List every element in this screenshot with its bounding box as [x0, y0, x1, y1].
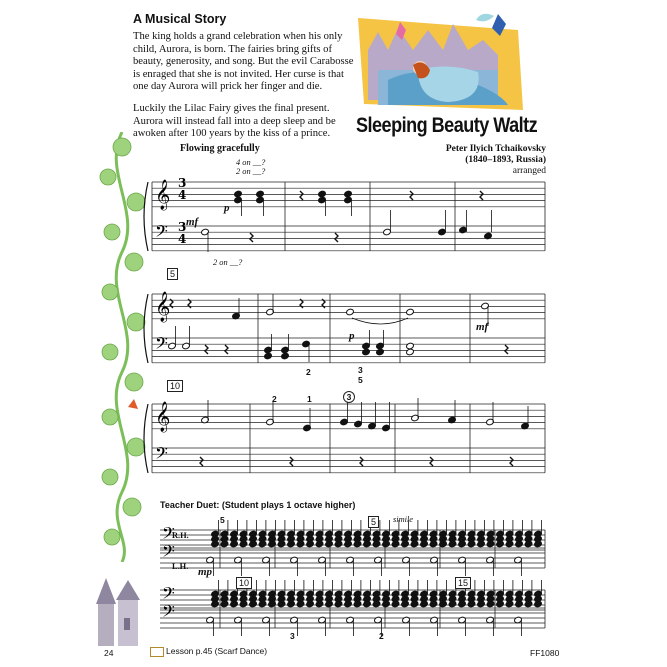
bass-clef: 𝄢 [162, 601, 175, 625]
quarter-rest [335, 233, 338, 242]
bass-clef: 𝄢 [162, 541, 175, 565]
fingering-3-circled: 3 [343, 391, 355, 403]
fingering-3-bass: 3 [358, 365, 363, 375]
note-head [344, 190, 353, 198]
composer-name: Peter Ilyich Tchaikovsky [445, 144, 546, 154]
lesson-reference-text: Lesson p.45 (Scarf Dance) [166, 646, 268, 656]
note-head [318, 190, 327, 198]
fingering-2: 2 [272, 394, 277, 404]
duet-fingering-3: 3 [290, 631, 295, 641]
composer-dates: (1840–1893, Russia) [465, 155, 546, 165]
dynamic-p-2: p [349, 330, 355, 342]
time-signature: 4 [178, 188, 187, 202]
note-head [234, 190, 243, 198]
dynamic-mf: mf [186, 216, 199, 228]
quarter-rest [510, 457, 513, 466]
fingering-1: 1 [307, 394, 312, 404]
fingering-5-bass: 5 [358, 375, 363, 385]
bass-clef: 𝄢 [155, 221, 168, 245]
quarter-rest [200, 457, 203, 466]
brace [144, 182, 148, 251]
treble-clef: 𝄞 [155, 292, 171, 322]
arranged-label: arranged [512, 166, 546, 176]
note-head [362, 348, 371, 356]
finger-question-2-bass: 2 on __? [213, 258, 243, 267]
note-head [264, 352, 273, 360]
duet-measure-10: 10 [236, 577, 252, 589]
duet-fingering-2: 2 [379, 631, 384, 641]
bass-clef: 𝄢 [155, 443, 168, 467]
duet-measure-5: 5 [368, 516, 379, 528]
brace [144, 294, 148, 363]
fingering-2-bass: 2 [306, 367, 311, 377]
finger-question-4: 4 on __? [236, 158, 266, 167]
quarter-rest [430, 457, 433, 466]
note-head [376, 348, 385, 356]
bass-clef: 𝄢 [162, 583, 175, 607]
note-head [346, 308, 355, 316]
duet-measure-15: 15 [455, 577, 471, 589]
quarter-rest [360, 457, 363, 466]
note-head [256, 190, 265, 198]
tempo-marking: Flowing gracefully [180, 143, 260, 154]
quarter-rest [225, 345, 228, 354]
finger-question-2: 2 on __? [236, 167, 266, 176]
dynamic-mf-2: mf [476, 321, 489, 333]
quarter-rest [250, 233, 253, 242]
quarter-rest [290, 457, 293, 466]
quarter-rest [480, 191, 483, 200]
quarter-rest [205, 345, 208, 354]
simile-marking: simile [393, 515, 414, 524]
note-head [406, 348, 415, 356]
treble-clef: 𝄞 [155, 180, 171, 210]
catalog-code: FF1080 [530, 648, 560, 658]
song-title: Sleeping Beauty Waltz [356, 114, 538, 137]
quarter-rest [300, 191, 303, 200]
quarter-rest [410, 191, 413, 200]
story-paragraph-1: The king holds a grand celebration when his only child, Aurora, is born. The fairies bring gifts of beauty, generosity, and song. But the evil Carabosse is enraged that she is not invited. Her curse is that one day Aurora will prick her finger and die. [133, 31, 354, 93]
dynamic-p: p [224, 202, 230, 214]
brace [144, 404, 148, 473]
time-signature: 3 [178, 220, 187, 234]
bass-clef: 𝄢 [162, 523, 175, 547]
duet-fingering-5: 5 [220, 515, 225, 525]
time-signature: 3 [178, 176, 187, 190]
measure-number-5: 5 [167, 268, 178, 280]
teacher-duet-title: Teacher Duet: (Student plays 1 octave higher) [160, 500, 356, 510]
dynamic-mp: mp [198, 566, 213, 578]
left-hand-label: L.H. [172, 562, 189, 571]
right-hand-label: R.H. [172, 531, 189, 540]
story-title: A Musical Story [133, 12, 227, 26]
lesson-reference [150, 646, 267, 657]
note-head [406, 342, 415, 350]
story-paragraph-2: Luckily the Lilac Fairy gives the final present. Aurora will instead fall into a deep sleep and be awoken after 100 years by the kiss of a prince. [133, 103, 336, 140]
quarter-rest [505, 345, 508, 354]
note-head [281, 352, 290, 360]
page-number: 24 [104, 648, 114, 658]
book-icon [150, 647, 164, 657]
note-head [406, 308, 415, 316]
treble-clef: 𝄞 [155, 402, 171, 432]
measure-number-10: 10 [167, 380, 183, 392]
time-signature: 4 [178, 232, 187, 246]
bass-clef: 𝄢 [155, 333, 168, 357]
